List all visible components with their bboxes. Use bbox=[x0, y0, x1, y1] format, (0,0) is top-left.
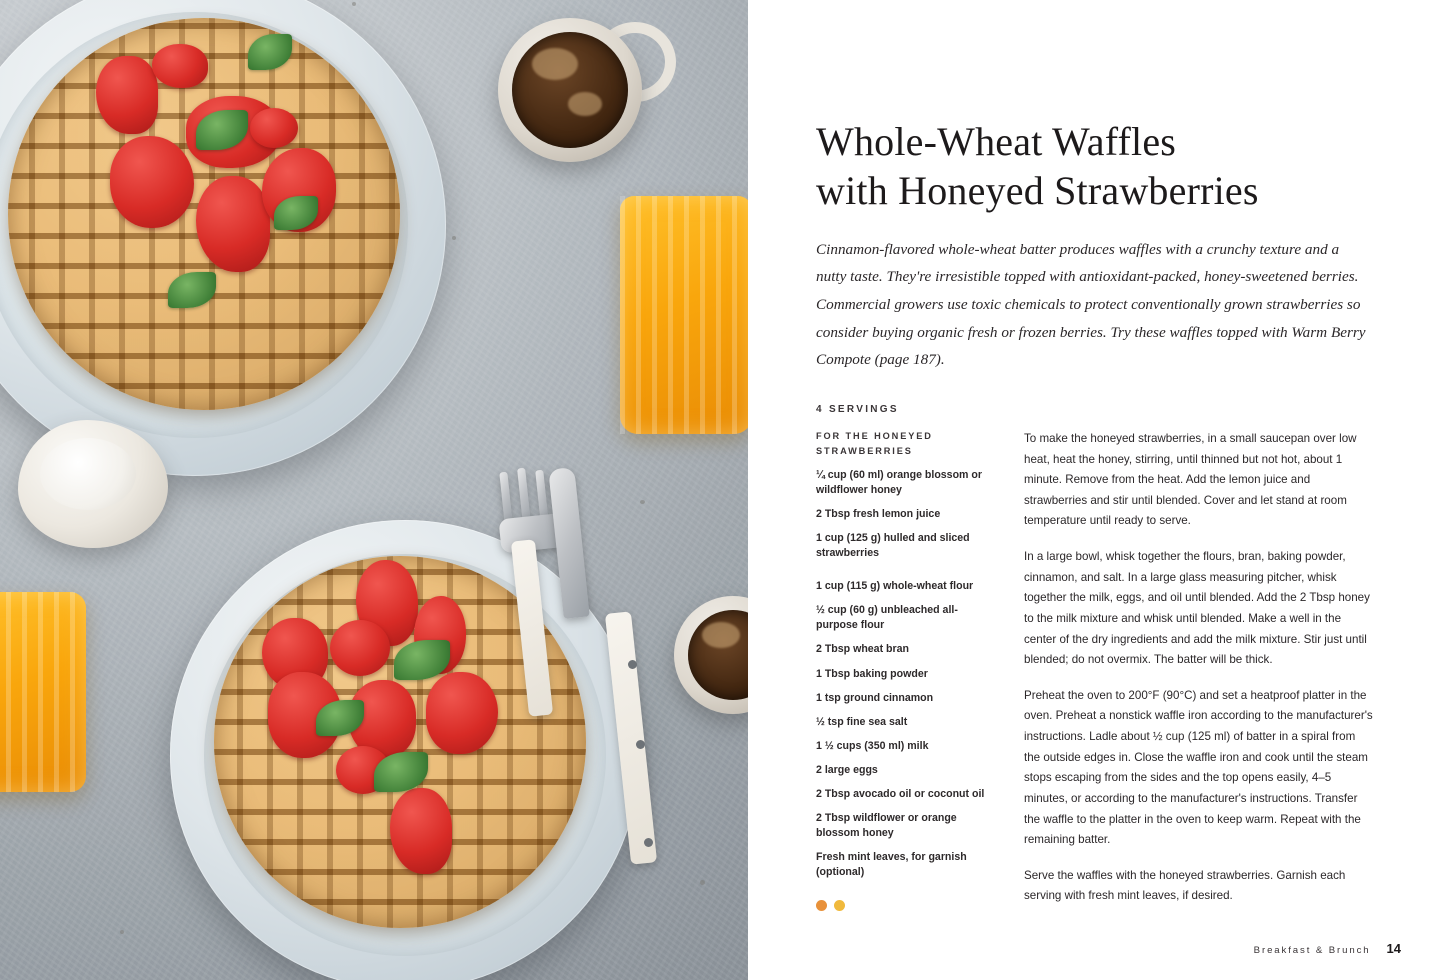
coffee-liquid bbox=[512, 32, 628, 148]
ingredient-item: 1 cup (115 g) whole-wheat flour bbox=[816, 580, 974, 593]
decorative-dot-1 bbox=[816, 900, 827, 911]
ingredient-group-divider bbox=[816, 570, 996, 579]
recipe-headnote: Cinnamon-flavored whole-wheat batter produces waffles with a crunchy texture and a nutty taste. They're irresistible topped with antioxidant-packed, honey-sweetened berries. Commercial growers use toxic chemicals to protect conventionally grown strawberries so consider buying organic fresh or frozen berries. Try these waffles topped with Warm Berry Compote (page 187). bbox=[816, 240, 1366, 369]
strawberry-slice bbox=[330, 620, 390, 676]
knife-rivet bbox=[644, 838, 653, 847]
ingredient-item: ¼ cup (60 ml) orange blossom or wildflower honey bbox=[816, 469, 983, 497]
recipe-text-page bbox=[748, 0, 1445, 980]
strawberry-slice bbox=[96, 56, 158, 134]
ingredients-column bbox=[816, 429, 996, 922]
decorative-dot-2 bbox=[834, 900, 845, 911]
crumb-speck bbox=[120, 930, 124, 934]
footer-page-number: 14 bbox=[1386, 941, 1401, 956]
ingredient-item: Fresh mint leaves, for garnish (optional) bbox=[816, 850, 967, 878]
recipe-content bbox=[816, 118, 1376, 922]
knife-rivet bbox=[628, 660, 637, 669]
method-step: In a large bowl, whisk together the flours, bran, baking powder, cinnamon, and salt. In a large glass measuring pitcher, whisk together the milk, eggs, and oil until blended. Add the 2 Tbsp honey to the milk mixture and whisk until blended. Make a well in the center of the dry ingredients and add the milk mixture. Stir just until blended; do not overmix. The batter will be thick. bbox=[1024, 550, 1370, 667]
ingredient-item: 1 ½ cups (350 ml) milk bbox=[816, 739, 929, 752]
strawberry-slice bbox=[152, 44, 208, 88]
ingredient-item: 2 Tbsp wheat bran bbox=[816, 643, 910, 656]
ingredient-item: ½ tsp fine sea salt bbox=[816, 715, 908, 728]
ingredient-item: 1 cup (125 g) hulled and sliced strawberries bbox=[816, 532, 970, 560]
strawberry-slice bbox=[426, 672, 498, 754]
ingredient-item: ½ cup (60 g) unbleached all-purpose flour bbox=[816, 604, 958, 632]
page-title-line-2: with Honeyed Strawberries bbox=[816, 167, 1259, 213]
page-title-line-1: Whole-Wheat Waffles bbox=[816, 119, 1177, 164]
strawberry-slice bbox=[390, 788, 452, 874]
method-column bbox=[1024, 429, 1374, 922]
crumb-speck bbox=[700, 880, 705, 885]
method-step: Preheat the oven to 200°F (90°C) and set a heatproof platter in the oven. Preheat a nonstick waffle iron according to the manufacturer's instructions. Ladle about ½ cup (125 ml) of batter in a spiral from the outside edges in. Close the waffle iron and cook until the steam stops escaping from the sides and the top opens easily, 4–5 minutes, or according to the manufacturer's instructions. Transfer the waffle to the platter in the oven to keep warm. Repeat with the remaining batter. bbox=[1024, 688, 1373, 847]
ingredients-heading: FOR THE HONEYED STRAWBERRIES bbox=[816, 430, 933, 457]
decorative-dots bbox=[816, 900, 996, 911]
servings-label: 4 SERVINGS bbox=[816, 403, 899, 415]
ingredient-item: 2 Tbsp avocado oil or coconut oil bbox=[816, 787, 985, 800]
page-title bbox=[816, 118, 1376, 216]
ingredient-item: 2 Tbsp fresh lemon juice bbox=[816, 508, 941, 521]
knife-rivet bbox=[636, 740, 645, 749]
coffee-crema bbox=[568, 92, 602, 116]
cream-liquid bbox=[40, 438, 136, 510]
page-footer bbox=[1254, 941, 1401, 956]
coffee-crema bbox=[532, 48, 578, 80]
ingredient-item: 2 Tbsp wildflower or orange blossom honey bbox=[816, 811, 957, 839]
method-step: To make the honeyed strawberries, in a small saucepan over low heat, heat the honey, stirring, until thinned but not hot, about 1 minute. Remove from the heat. Add the lemon juice and strawberries and stir until blended. Cover and let stand at room temperature until ready to serve. bbox=[1024, 431, 1357, 528]
orange-juice-glass-left bbox=[0, 592, 86, 792]
crumb-speck bbox=[352, 2, 356, 6]
footer-chapter-title: Breakfast & Brunch bbox=[1253, 945, 1371, 956]
ingredient-item: 1 tsp ground cinnamon bbox=[816, 691, 934, 704]
crumb-speck bbox=[452, 236, 456, 240]
coffee-cup-top bbox=[498, 18, 642, 162]
strawberry-slice bbox=[250, 108, 298, 148]
ingredient-item: 2 large eggs bbox=[816, 763, 878, 776]
method-step: Serve the waffles with the honeyed strawberries. Garnish each serving with fresh mint leaves, if desired. bbox=[1024, 868, 1346, 903]
orange-juice-glass-right bbox=[620, 196, 748, 434]
strawberry-slice bbox=[110, 136, 194, 228]
crumb-speck bbox=[640, 500, 645, 504]
coffee-crema bbox=[702, 622, 740, 648]
recipe-columns bbox=[816, 429, 1376, 922]
ingredient-item: 1 Tbsp baking powder bbox=[816, 667, 928, 680]
